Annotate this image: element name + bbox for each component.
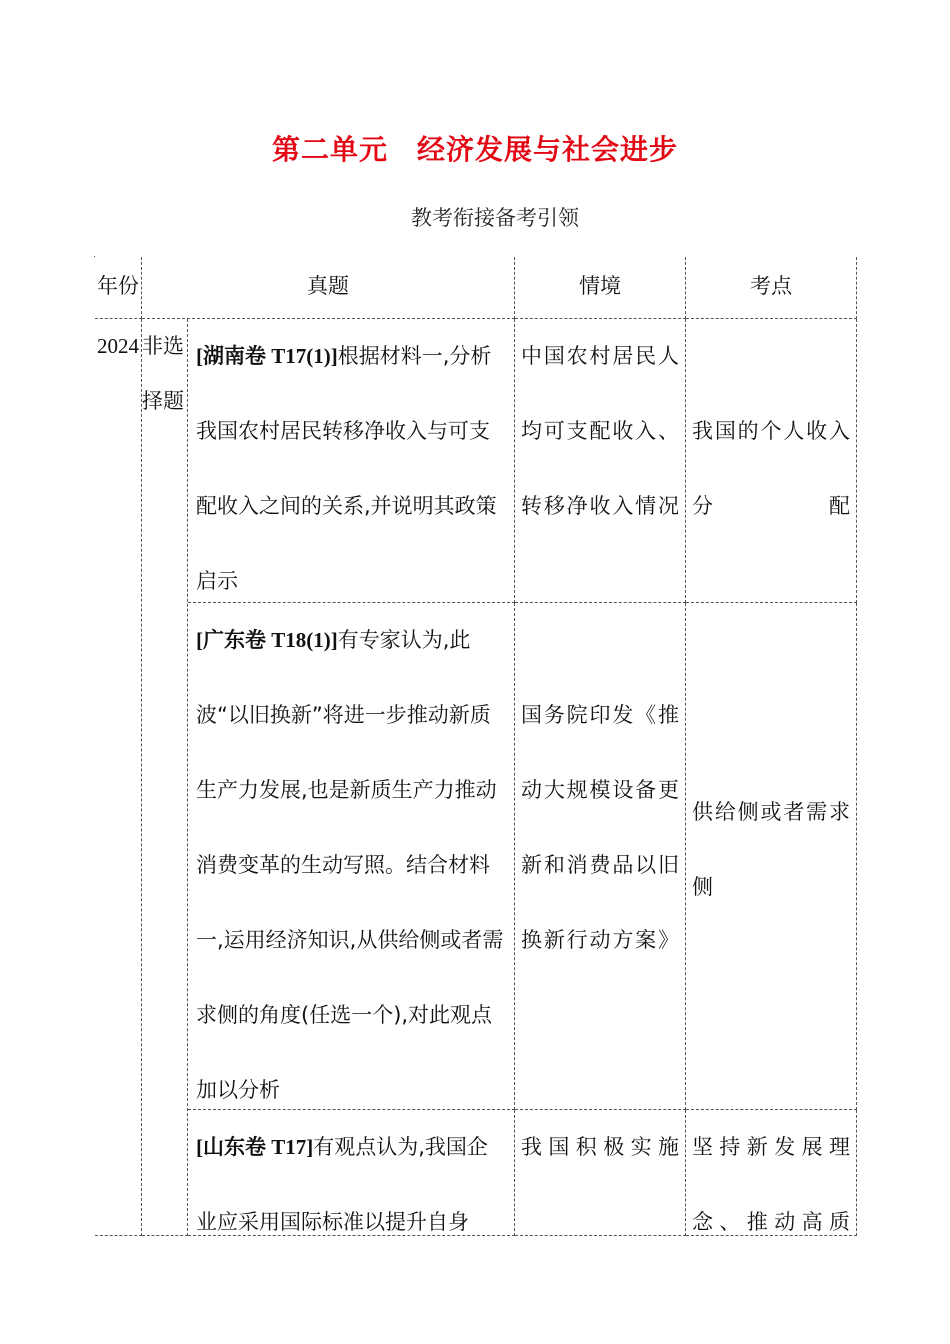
header-point: 考点 [686,257,857,319]
type-line-2: 择题 [142,389,184,413]
point-text-2: 供给侧或者需求侧 [692,800,850,899]
year-value: 2024 [97,334,139,358]
context-cell-2 [515,603,686,1110]
point-text-1: 我国的个人收入分配 [692,419,850,518]
question-tag-2: [广东卷 T18(1)] [196,628,338,652]
question-cell-1 [188,319,515,603]
page-subtitle: 教考衔接备考引领 [411,206,579,230]
header-year: 年份 [95,257,142,319]
question-text-3: 有观点认为,我国企业应采用国际标准以提升自身 [196,1135,488,1234]
page-title: 第二单元 经济发展与社会进步 [271,133,678,166]
point-cell-1 [686,319,857,603]
context-text-2: 国务院印发《推动大规模设备更新和消费品以旧换新行动方案》 [521,703,679,952]
header-context: 情境 [515,257,686,319]
exam-table [94,256,850,1234]
question-text-2: 有专家认为,此波“以旧换新”将进一步推动新质生产力发展,也是新质生产力推动消费变革的生动写照。结合材料一,运用经济知识,从供给侧或者需求侧的角度(任选一个),对此观点加以分析 [196,628,504,1102]
year-cell [95,319,142,1236]
header-question: 真题 [142,257,515,319]
context-cell-1: 中国农村居民人均可支配收入、转移净收入情况 [515,319,686,603]
type-cell [142,319,188,1236]
question-text-1: 根据材料一,分析我国农村居民转移净收入与可支配收入之间的关系,并说明其政策启示 [196,344,497,593]
point-cell-3: 坚持新发展理念、推动高质 [686,1110,857,1236]
question-cell-3 [188,1110,515,1236]
type-line-1: 非选 [142,334,184,358]
question-tag-3: [山东卷 T17] [196,1135,314,1159]
point-cell-2 [686,603,857,1110]
question-cell-2 [188,603,515,1110]
question-tag-1: [湖南卷 T17(1)] [196,344,338,368]
context-cell-3: 我国积极实施 [515,1110,686,1236]
